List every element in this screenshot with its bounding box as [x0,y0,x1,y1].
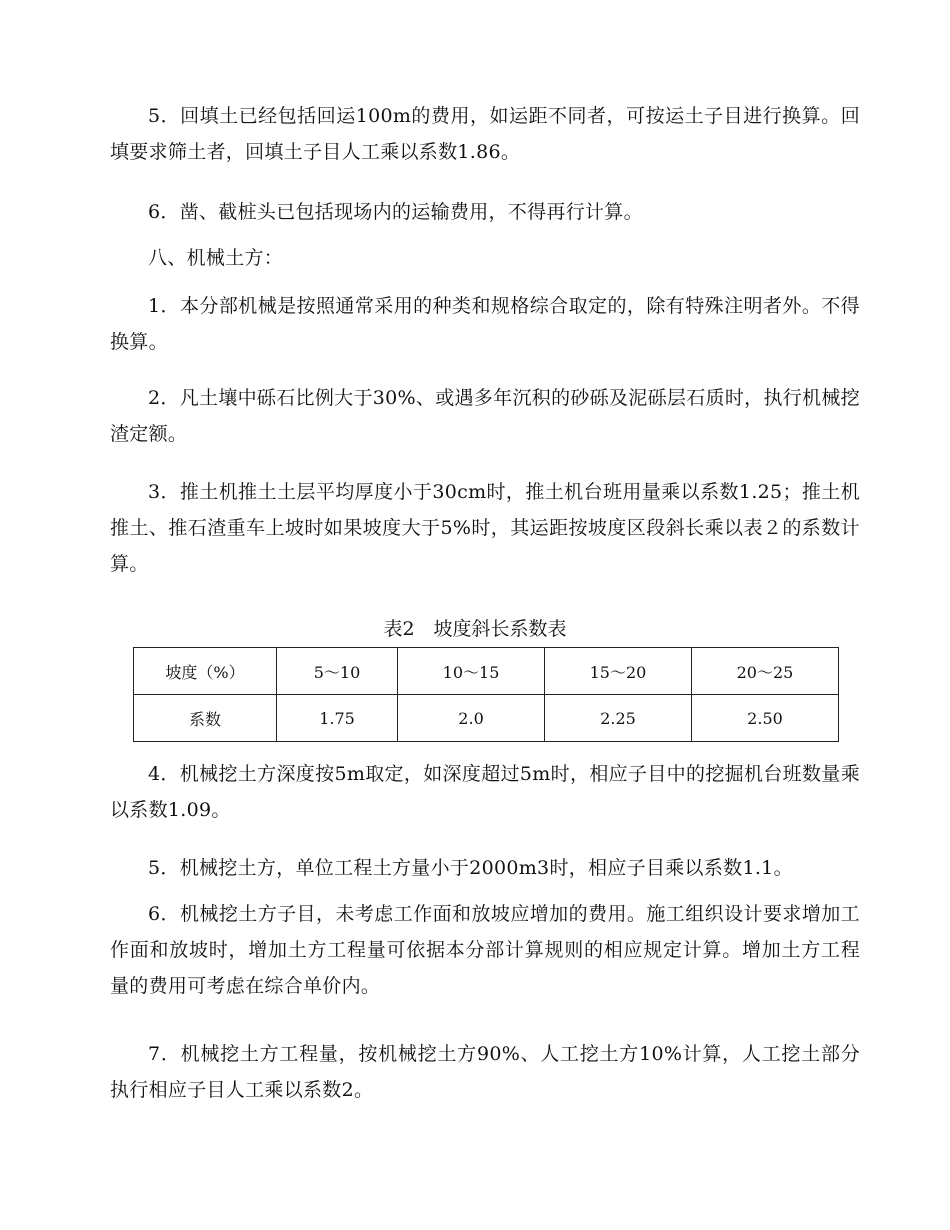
paragraph-5-backfill: 5．回填土已经包括回运100m的费用，如运距不同者，可按运土子目进行换算。回填要求筛土者，回填土子目人工乘以系数1.86。 [110,105,860,163]
table-row [134,695,839,742]
table-cell: 10～15 [398,648,545,695]
paragraph-7-ratio: 7．机械挖土方工程量，按机械挖土方90%、人工挖土方10%计算，人工挖土部分执行相应子目人工乘以系数2。 [110,1043,860,1101]
table-caption: 表2 坡度斜长系数表 [383,618,567,640]
paragraph-4-excavation-depth: 4．机械挖土方深度按5m取定，如深度超过5m时，相应子目中的挖掘机台班数量乘以系数1.09。 [110,763,860,821]
table-cell: 20～25 [691,648,838,695]
table-cell: 1.75 [277,695,398,742]
paragraph-5-small-volume: 5．机械挖土方，单位工程土方量小于2000m3时，相应子目乘以系数1.1。 [148,857,793,879]
table-cell: 坡度（%） [134,648,277,695]
slope-coefficient-table [133,647,839,742]
table-row [134,648,839,695]
table-cell: 系数 [134,695,277,742]
table-cell: 5～10 [277,648,398,695]
paragraph-3-bulldozer: 3．推土机推土土层平均厚度小于30cm时，推土机台班用量乘以系数1.25；推土机推土、推石渣重车上坡时如果坡度大于5%时，其运距按坡度区段斜长乘以表２的系数计算。 [110,481,860,575]
paragraph-6-pile-head: 6．凿、截桩头已包括现场内的运输费用，不得再行计算。 [148,201,643,223]
paragraph-2-gravel: 2．凡土壤中砾石比例大于30%、或遇多年沉积的砂砾及泥砾层石质时，执行机械挖渣定额。 [110,387,860,445]
table-cell: 2.25 [545,695,692,742]
table-cell: 2.50 [691,695,838,742]
table-cell: 15～20 [545,648,692,695]
paragraph-6-work-surface: 6．机械挖土方子目，未考虑工作面和放坡应增加的费用。施工组织设计要求增加工作面和放坡时，增加土方工程量可依据本分部计算规则的相应规定计算。增加土方工程量的费用可考虑在综合单价内。 [110,903,860,997]
paragraph-1-machinery: 1．本分部机械是按照通常采用的种类和规格综合取定的，除有特殊注明者外。不得换算。 [110,295,860,353]
table-cell: 2.0 [398,695,545,742]
section-heading-machinery-earthwork: 八、机械土方： [148,247,284,269]
